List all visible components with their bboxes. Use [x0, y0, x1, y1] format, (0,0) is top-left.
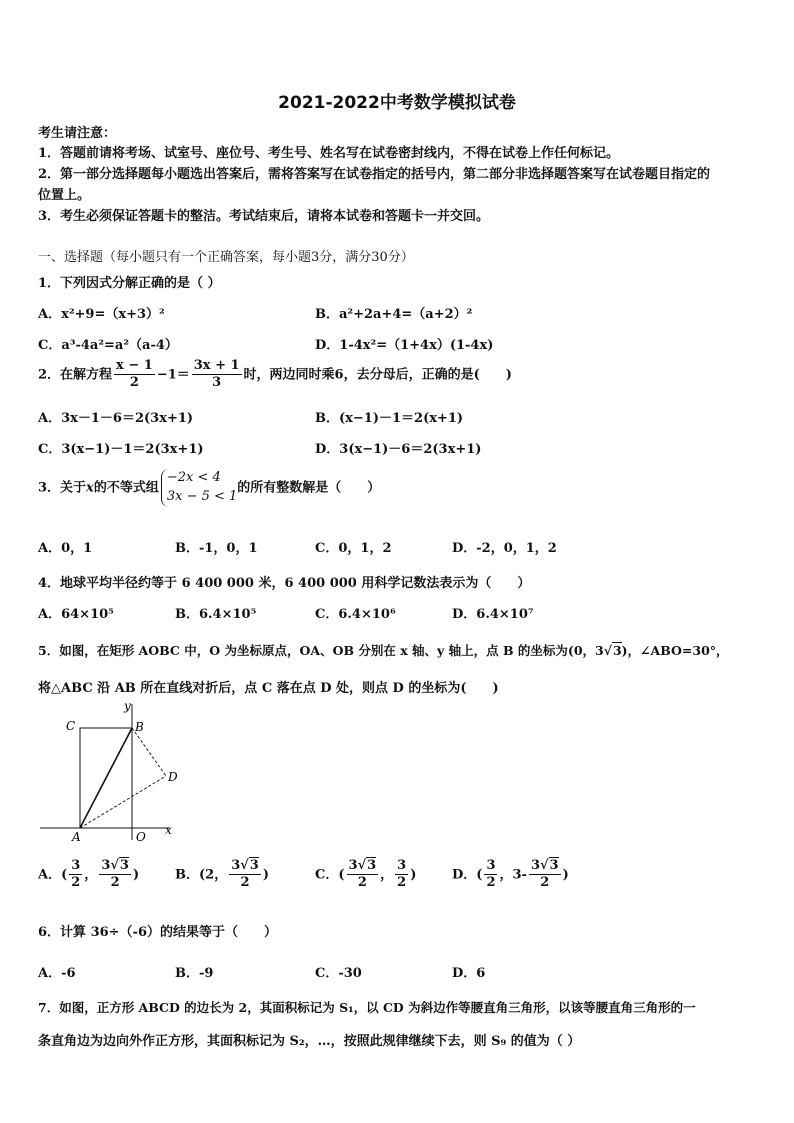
q2-stem-mid: −1＝: [156, 367, 190, 383]
label-A: A: [72, 830, 81, 843]
q5-option-c: [315, 858, 416, 892]
label-C: C: [66, 719, 76, 733]
q2-stem-post: 时，两边同时乘6，去分母后，正确的是( ): [243, 367, 512, 383]
sqrt-icon: √: [603, 643, 612, 658]
inequality-1: −2x < 4: [166, 470, 221, 485]
q4-option-b: B．6.4×10⁵: [175, 607, 257, 622]
q5-c-sep: ，: [380, 867, 394, 883]
q6-option-d: D．6: [452, 966, 486, 981]
label-y: y: [124, 699, 131, 713]
q3-option-c: C．0，1，2: [315, 541, 392, 556]
q4-option-c: C．6.4×10⁶: [315, 607, 396, 622]
q5-d-close: ): [562, 867, 569, 883]
q5-a-sep: ，: [84, 867, 98, 883]
q5-stem-line-1: [38, 641, 729, 659]
q2-f1-numerator: x − 1: [114, 358, 155, 375]
notice-heading: 考生请注意：: [38, 126, 117, 141]
notice-item-1: 1．答题前请将考场、试室号、座位号、考生号、姓名写在试卷密封线内，不得在试卷上作任何标记。: [38, 146, 620, 161]
q5-d-f2-den: 2: [540, 875, 550, 891]
section-heading: 一、选择题（每小题只有一个正确答案，每小题3分，满分30分）: [38, 250, 414, 265]
q7-stem-line-1: 7．如图，正方形 ABCD 的边长为 2，其面积标记为 S₁，以 CD 为斜边作等腰直角三角形，以该等腰直角三角形的一: [38, 1000, 696, 1015]
label-O: O: [136, 830, 146, 843]
q2-fraction-right: [192, 358, 242, 392]
q5-a-close: ): [132, 867, 140, 883]
q6-option-c: C．-30: [315, 966, 362, 981]
q5-stem-line-2: 将△ABC 沿 AB 所在直线对折后，点 C 落在点 D 处，则点 D 的坐标为( ): [38, 681, 499, 696]
label-x: x: [165, 823, 172, 837]
q5-option-b: [175, 858, 269, 892]
q2-option-b: B．(x−1)－1＝2(x+1): [315, 411, 464, 426]
q2-stem-pre: 2．在解方程: [38, 367, 113, 383]
q3-stem-pre: 3．关于: [38, 480, 87, 496]
inequality-system: [161, 469, 237, 507]
q1-option-c: C．a³-4a²=a²（a-4）: [38, 338, 178, 353]
q3-variable: x: [86, 480, 94, 496]
q5-d-f2-root: 3: [549, 858, 559, 873]
q1-option-b: B．a²+2a+4=（a+2）²: [315, 307, 473, 322]
q5-d-letter: D．: [452, 867, 477, 883]
q5-c-f1-den: 2: [357, 875, 367, 891]
segment-BD: [132, 728, 166, 776]
q6-stem: 6．计算 36÷（-6）的结果等于（ ）: [38, 925, 277, 940]
notice-item-2: 2．第一部分选择题每小题选出答案后，需将答案写在试卷指定的括号内，第二部分非选择题答案写在试卷题目指定的: [38, 167, 711, 182]
q5-c-letter: C．: [315, 867, 339, 883]
sqrt-icon: √: [539, 858, 549, 873]
q2-option-c: C．3(x−1)－1＝2(3x+1): [38, 442, 204, 457]
q2-f2-denominator: 3: [212, 375, 222, 391]
q1-option-a: A．x²+9=（x+3）²: [38, 307, 165, 322]
notice-item-3: 3．考生必须保证答题卡的整洁。考试结束后，请将本试卷和答题卡一并交回。: [38, 209, 490, 224]
notice-item-2-cont: 位置上。: [38, 188, 91, 203]
q5-a-f2-root: 3: [119, 858, 129, 873]
q5-a-f1-num: 3: [69, 858, 82, 875]
q3-stem-mid: 的不等式组: [93, 480, 159, 496]
inequality-2: 3x − 5 < 1: [166, 488, 238, 504]
q6-option-a: A．-6: [38, 966, 76, 981]
q3-option-d: D．-2，0，1，2: [452, 541, 557, 556]
q5-option-d: [452, 858, 569, 892]
q5-option-a: [38, 858, 139, 892]
q5-figure: [40, 698, 190, 843]
q5-a-open: (: [61, 867, 68, 883]
q5-a-f2-den: 2: [110, 875, 120, 891]
q3-option-b: B．-1，0，1: [175, 541, 258, 556]
q2-fraction-left: [114, 358, 155, 392]
q2-stem: [38, 358, 512, 392]
q5-c-f2-num: 3: [395, 858, 408, 875]
q7-stem-line-2: 条直角边为边向外作正方形，其面积标记为 S₂，…，按照此规律继续下去，则 S₉ 的值为（ ）: [38, 1034, 581, 1049]
q5-line1-radicand: 3: [612, 643, 622, 658]
q5-d-f2-coef: 3: [530, 858, 540, 873]
q5-c-open: (: [338, 867, 345, 883]
sqrt-icon: √: [240, 858, 249, 873]
q1-option-d: D．1-4x²=（1+4x）(1-4x): [315, 338, 494, 353]
label-B: B: [135, 720, 144, 734]
q5-c-f1-coef: 3: [348, 858, 358, 873]
q5-d-open: (: [476, 867, 483, 883]
label-D: D: [168, 770, 178, 784]
q5-line1-text: 5．如图，在矩形 AOBC 中，O 为坐标原点，OA、OB 分别在 x 轴、y 轴上，点 B 的坐标为(0，3: [38, 643, 604, 658]
q5-b-close: ): [262, 867, 269, 883]
q3-stem-post: 的所有整数解是（ ）: [237, 480, 381, 496]
q5-d-f1-den: 2: [486, 875, 496, 891]
q5-b-den: 2: [240, 875, 250, 891]
q5-line1-tail: )，∠ABO=30°，: [621, 643, 729, 658]
exam-title: 2021-2022中考数学模拟试卷: [278, 93, 516, 113]
sqrt-icon: √: [110, 858, 119, 873]
q5-b-letter: B．: [175, 867, 199, 883]
q5-d-f1-num: 3: [484, 858, 497, 875]
q5-d-sep: ，3-: [499, 867, 527, 883]
q5-a-f1-den: 2: [71, 875, 81, 891]
sqrt-icon: √: [357, 858, 367, 873]
q1-stem: 1．下列因式分解正确的是（ ）: [38, 276, 221, 291]
q5-b-open: (2，: [199, 867, 228, 883]
q2-f1-denominator: 2: [129, 375, 139, 391]
q5-c-f2-den: 2: [397, 875, 407, 891]
q4-option-a: A．64×10⁵: [38, 607, 114, 622]
q3-option-a: A．0，1: [38, 541, 93, 556]
q2-option-a: A．3x－1－6＝2(3x+1): [38, 411, 194, 426]
q2-f2-numerator: 3x + 1: [192, 358, 242, 375]
q2-option-d: D．3(x−1)－6＝2(3x+1): [315, 442, 482, 457]
q5-b-coef: 3: [231, 858, 241, 873]
q6-option-b: B．-9: [175, 966, 214, 981]
q4-option-d: D．6.4×10⁷: [452, 607, 534, 622]
q5-a-f2-coef: 3: [101, 858, 111, 873]
q5-c-close: ): [410, 867, 417, 883]
segment-AB: [80, 728, 132, 828]
q5-b-root: 3: [249, 858, 259, 873]
q3-stem: [38, 469, 380, 507]
q5-c-f1-root: 3: [367, 858, 377, 873]
q5-a-letter: A．: [38, 867, 62, 883]
q4-stem: 4．地球平均半径约等于 6 400 000 米，6 400 000 用科学记数法表示为（ ）: [38, 576, 531, 591]
